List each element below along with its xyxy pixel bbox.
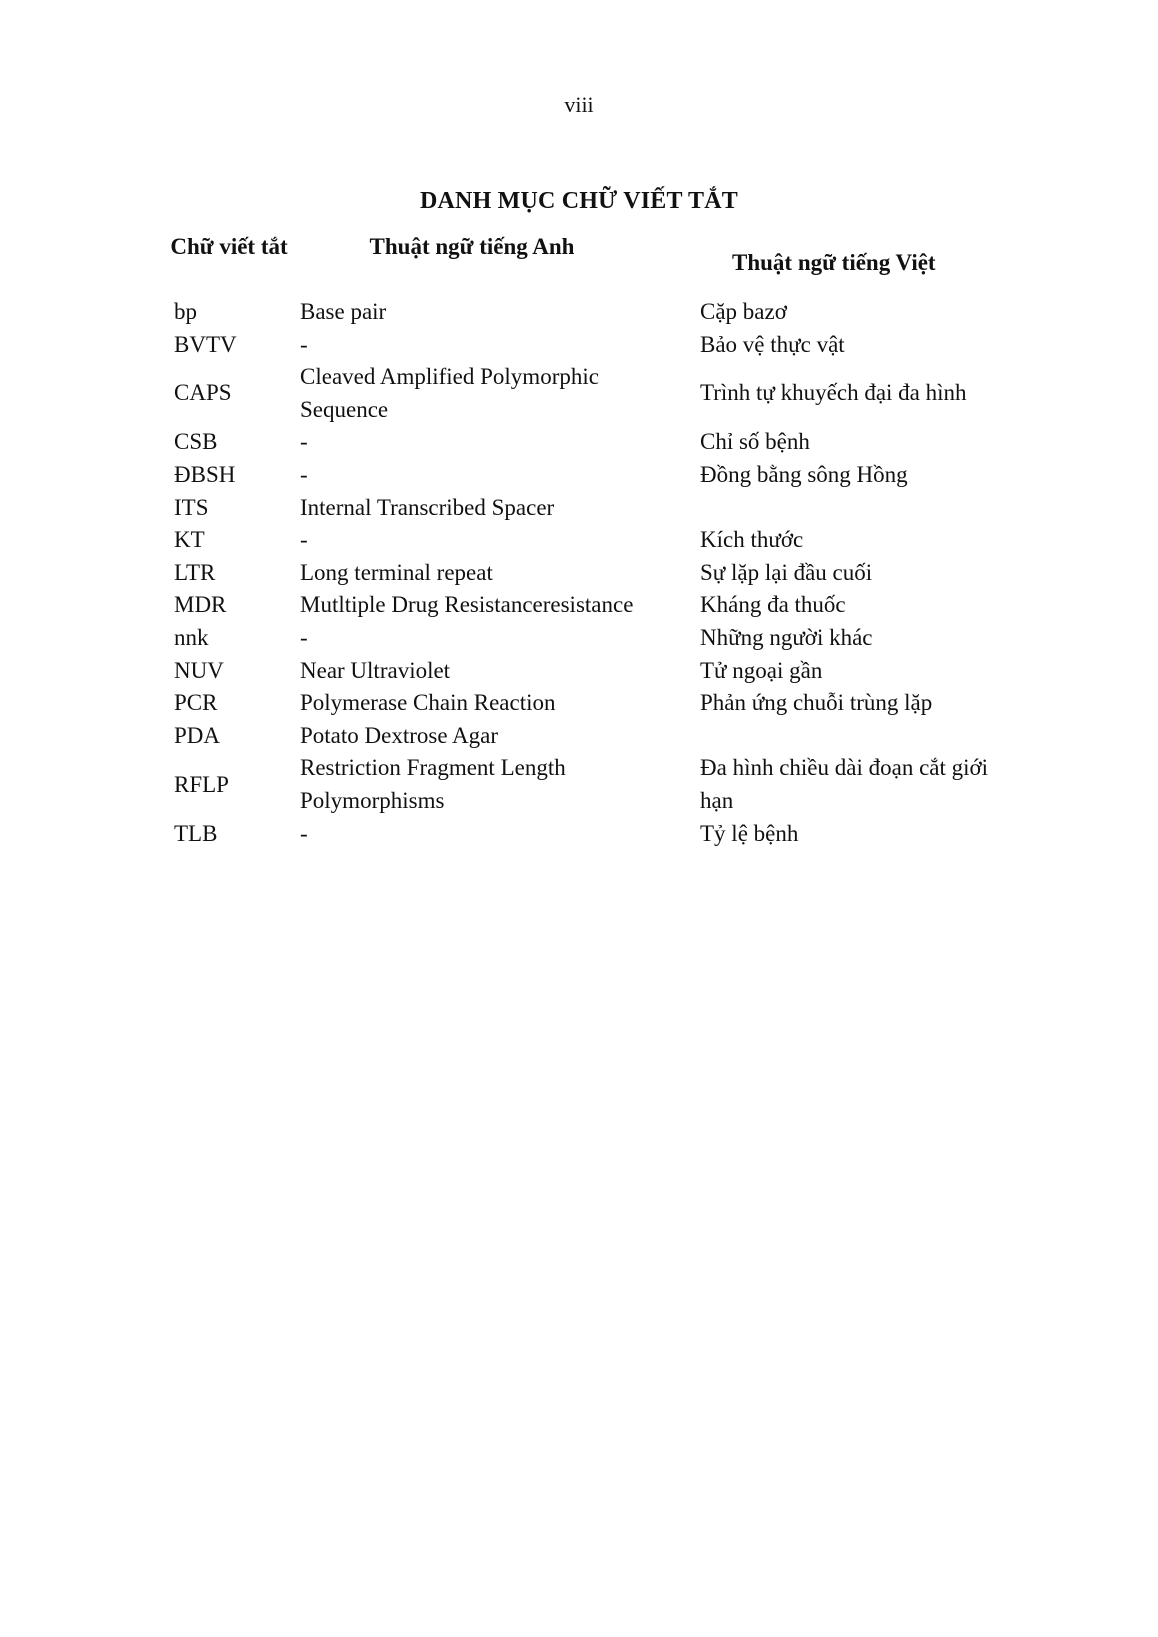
english-term-cell: Polymerase Chain Reaction <box>300 690 556 716</box>
table-row <box>166 589 1026 622</box>
abbreviation-cell: BVTV <box>174 331 237 357</box>
table-row <box>166 361 1026 426</box>
abbreviation-cell: MDR <box>174 592 227 618</box>
table-row <box>166 557 1026 590</box>
page-title: DANH MỤC CHỮ VIẾT TẮT <box>419 188 739 214</box>
english-term-cell: Base pair <box>300 299 387 324</box>
vietnamese-term-cell: Tỷ lệ bệnh <box>700 820 799 846</box>
vietnamese-term-cell: Phản ứng chuỗi trùng lặp <box>700 690 933 716</box>
vietnamese-term-cell: Trình tự khuyếch đại đa hình <box>700 380 967 406</box>
table-row <box>166 296 1026 329</box>
table-row <box>166 720 1026 753</box>
vietnamese-term-cell: Những người khác <box>700 624 873 650</box>
abbreviation-cell: CSB <box>174 429 218 455</box>
english-term-cell: - <box>300 429 308 455</box>
page-number: viii <box>564 92 594 117</box>
table-row <box>166 752 1026 817</box>
table-row <box>166 655 1026 688</box>
abbreviation-cell: bp <box>174 299 197 324</box>
abbreviation-cell: PDA <box>174 722 221 748</box>
abbreviation-cell: ĐBSH <box>174 461 236 487</box>
table-row <box>166 329 1026 362</box>
header-vietnamese-term: Thuật ngữ tiếng Việt <box>732 249 936 275</box>
table-row <box>166 459 1026 492</box>
header-abbreviation: Chữ viết tắt <box>170 234 288 259</box>
vietnamese-term-cell: Đa hình chiều dài đoạn cắt giới hạn <box>700 755 989 813</box>
english-term-cell: Potato Dextrose Agar <box>300 722 499 748</box>
vietnamese-term-cell: Kháng đa thuốc <box>700 592 846 618</box>
english-term-cell: - <box>300 820 308 846</box>
english-term-cell: Mutltiple Drug Resistanceresistance <box>300 592 634 618</box>
english-term-cell: Long terminal repeat <box>300 559 493 585</box>
vietnamese-term-cell: Sự lặp lại đầu cuối <box>700 559 873 585</box>
vietnamese-term-cell: Kích thước <box>700 527 804 553</box>
table-row <box>166 818 1026 851</box>
english-term-cell: Cleaved Amplified Polymorphic Sequence <box>300 364 599 422</box>
english-term-cell: Near Ultraviolet <box>300 657 451 683</box>
vietnamese-term-cell: Cặp bazơ <box>700 299 787 324</box>
vietnamese-term-cell: Chỉ số bệnh <box>700 429 810 455</box>
table-row <box>166 492 1026 525</box>
abbreviation-cell: TLB <box>174 820 218 846</box>
abbreviation-cell: KT <box>174 527 205 553</box>
english-term-cell: - <box>300 527 308 553</box>
abbreviation-cell: PCR <box>174 690 218 716</box>
english-term-cell: Restriction Fragment Length Polymorphisms <box>300 755 566 813</box>
abbreviation-cell: CAPS <box>174 380 232 406</box>
vietnamese-term-cell <box>692 492 1026 525</box>
table-row <box>166 426 1026 459</box>
vietnamese-term-cell: Tử ngoại gần <box>700 657 823 683</box>
english-term-cell: - <box>300 331 308 357</box>
table-body <box>166 296 1026 850</box>
vietnamese-term-cell: Đồng bằng sông Hồng <box>700 461 908 487</box>
english-term-cell: - <box>300 461 308 487</box>
abbreviation-cell: NUV <box>174 657 224 683</box>
english-term-cell: - <box>300 624 308 650</box>
english-term-cell: Internal Transcribed Spacer <box>300 494 555 520</box>
abbreviation-cell: ITS <box>174 494 209 520</box>
header-english-term: Thuật ngữ tiếng Anh <box>369 234 575 259</box>
vietnamese-term-cell: Bảo vệ thực vật <box>700 331 845 357</box>
table-row <box>166 622 1026 655</box>
table-row <box>166 687 1026 720</box>
abbreviation-cell: LTR <box>174 559 216 585</box>
abbreviation-table <box>166 228 1026 850</box>
vietnamese-term-cell <box>692 720 1026 753</box>
abbreviation-cell: RFLP <box>174 771 229 797</box>
abbreviation-cell: nnk <box>174 624 209 650</box>
table-row <box>166 524 1026 557</box>
table-header <box>166 228 1026 296</box>
